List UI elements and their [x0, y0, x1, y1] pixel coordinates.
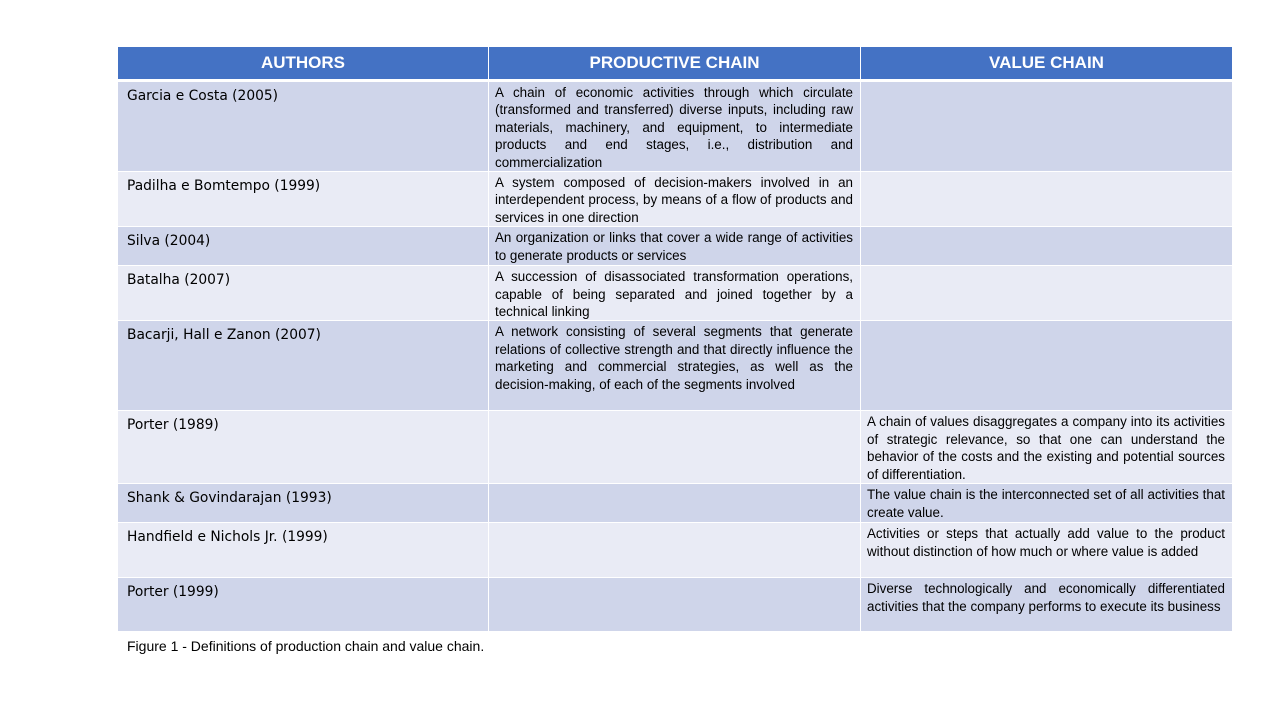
author-cell: Shank & Govindarajan (1993)	[118, 484, 489, 523]
value-chain-cell	[861, 227, 1233, 266]
productive-chain-cell: A system composed of decision-makers involved in an interdependent process, by means of a flow of products and services in one direction	[489, 172, 861, 227]
table-row	[118, 578, 1233, 632]
header-value-chain: VALUE CHAIN	[861, 47, 1233, 81]
value-chain-cell: The value chain is the interconnected set of all activities that create value.	[861, 484, 1233, 523]
productive-chain-cell	[489, 578, 861, 632]
author-cell: Silva (2004)	[118, 227, 489, 266]
author-cell: Batalha (2007)	[118, 266, 489, 321]
author-cell: Porter (1989)	[118, 411, 489, 484]
header-productive-chain: PRODUCTIVE CHAIN	[489, 47, 861, 81]
table-row	[118, 523, 1233, 578]
productive-chain-cell	[489, 484, 861, 523]
value-chain-cell	[861, 266, 1233, 321]
author-cell: Bacarji, Hall e Zanon (2007)	[118, 321, 489, 411]
value-chain-cell	[861, 321, 1233, 411]
author-cell: Garcia e Costa (2005)	[118, 81, 489, 172]
table-row	[118, 227, 1233, 266]
definitions-table	[117, 46, 1233, 632]
productive-chain-cell: A chain of economic activities through which circulate (transformed and transferred) diverse inputs, including raw materials, machinery, and equipment, to intermediate products and end stages, i.e., distribution and commercialization	[489, 81, 861, 172]
author-cell: Porter (1999)	[118, 578, 489, 632]
value-chain-cell	[861, 81, 1233, 172]
value-chain-cell: Diverse technologically and economically differentiated activities that the company performs to execute its business	[861, 578, 1233, 632]
productive-chain-cell: An organization or links that cover a wide range of activities to generate products or services	[489, 227, 861, 266]
figure-caption: Figure 1 - Definitions of production chain and value chain.	[127, 638, 485, 654]
author-cell: Handfield e Nichols Jr. (1999)	[118, 523, 489, 578]
table-row	[118, 81, 1233, 172]
productive-chain-cell	[489, 523, 861, 578]
productive-chain-cell: A network consisting of several segments that generate relations of collective strength and that directly influence the marketing and commercial strategies, as well as the decision-making, of each of the segments involved	[489, 321, 861, 411]
author-cell: Padilha e Bomtempo (1999)	[118, 172, 489, 227]
value-chain-cell	[861, 172, 1233, 227]
table-header-row	[118, 47, 1233, 81]
definitions-table-container	[117, 46, 1232, 632]
table-row	[118, 411, 1233, 484]
value-chain-cell: Activities or steps that actually add value to the product without distinction of how much or where value is added	[861, 523, 1233, 578]
table-row	[118, 172, 1233, 227]
table-row	[118, 484, 1233, 523]
productive-chain-cell	[489, 411, 861, 484]
table-row	[118, 266, 1233, 321]
table-row	[118, 321, 1233, 411]
value-chain-cell: A chain of values disaggregates a company into its activities of strategic relevance, so that one can understand the behavior of the costs and the existing and potential sources of differentiation.	[861, 411, 1233, 484]
header-authors: AUTHORS	[118, 47, 489, 81]
productive-chain-cell: A succession of disassociated transformation operations, capable of being separated and joined together by a technical linking	[489, 266, 861, 321]
